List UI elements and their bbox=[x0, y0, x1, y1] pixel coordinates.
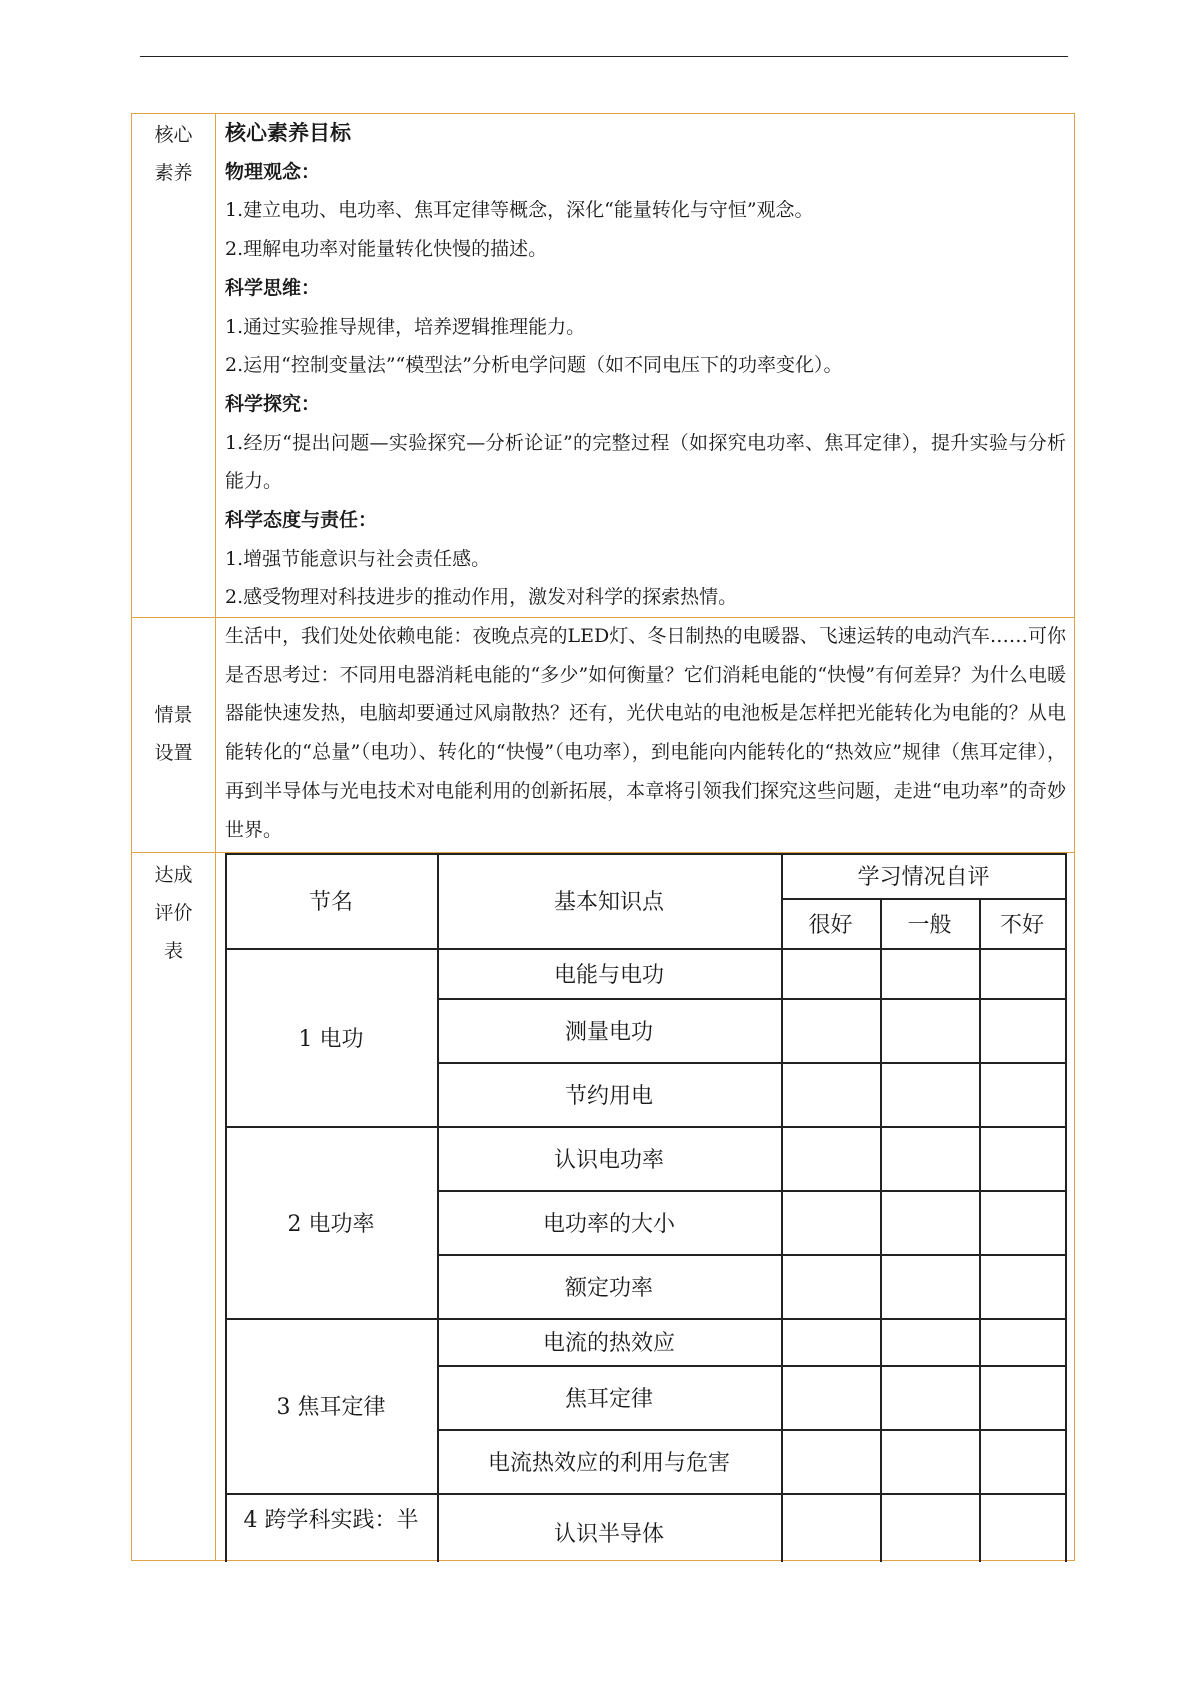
knowledge-point: 认识半导体 bbox=[553, 1522, 664, 1547]
table-border bbox=[1065, 853, 1067, 1562]
knowledge-point: 电能与电功 bbox=[553, 962, 664, 988]
header-ok: 一般 bbox=[907, 912, 952, 938]
lesson-table bbox=[131, 113, 1075, 1561]
scene-label-line: 情景 bbox=[154, 704, 193, 726]
scene-label-line: 设置 bbox=[154, 742, 193, 764]
objective-item: 2.感受物理对科技进步的推动作用，激发对科学的探索热情。 bbox=[225, 586, 738, 609]
objective-item: 1.增强节能意识与社会责任感。 bbox=[225, 547, 491, 570]
core-title: 核心素养目标 bbox=[225, 121, 351, 145]
knowledge-point: 额定功率 bbox=[564, 1275, 653, 1301]
section-name: 1 电功 bbox=[298, 1026, 364, 1052]
evaluation-label-line: 评价 bbox=[154, 902, 193, 924]
header-self-eval: 学习情况自评 bbox=[857, 865, 990, 890]
section-name: 2 电功率 bbox=[287, 1211, 375, 1237]
objective-item: 1.经历“提出问题—实验探究—分析论证”的完整过程（如探究电功率、焦耳定律），提升实验与分析能力。 bbox=[225, 431, 1066, 493]
objective-item: 1.建立电功、电功率、焦耳定律等概念，深化“能量转化与守恒”观念。 bbox=[225, 199, 814, 222]
knowledge-point: 电功率的大小 bbox=[542, 1211, 675, 1237]
knowledge-point: 认识电功率 bbox=[553, 1147, 664, 1173]
core-label-line: 核心 bbox=[154, 124, 193, 146]
scene-label bbox=[132, 696, 215, 772]
knowledge-point: 测量电功 bbox=[564, 1019, 653, 1045]
header-section: 节名 bbox=[308, 890, 353, 915]
section-name: 4 跨学科实践：半 bbox=[243, 1507, 419, 1533]
section-heading: 科学思维： bbox=[225, 276, 321, 299]
knowledge-point: 电流热效应的利用与危害 bbox=[487, 1450, 730, 1476]
evaluation-label-line: 达成 bbox=[154, 864, 193, 886]
section-name: 3 焦耳定律 bbox=[276, 1395, 386, 1420]
evaluation-label-line: 表 bbox=[163, 940, 183, 962]
knowledge-point: 节约用电 bbox=[564, 1083, 653, 1109]
header-good: 很好 bbox=[808, 912, 853, 938]
header-knowledge: 基本知识点 bbox=[553, 890, 664, 915]
core-label-line: 素养 bbox=[154, 162, 193, 184]
objective-item: 2.运用“控制变量法”“模型法”分析电学问题（如不同电压下的功率变化）。 bbox=[225, 354, 843, 377]
header-bad: 不好 bbox=[999, 912, 1044, 938]
evaluation-table bbox=[225, 853, 1071, 1562]
scene-text: 生活中，我们处处依赖电能：夜晚点亮的LED灯、冬日制热的电暖器、飞速运转的电动汽车……可你是否思考过：不同用电器消耗电能的“多少”如何衡量？它们消耗电能的“快慢”有何差异？为什么电暖器能快速发热，电脑却要通过风扇散热？还有，光伏电站的电池板是怎样把光能转化为电能的？从电能转化的“总量”（电功）、转化的“快慢”（电功率），到电能向内能转化的“热效应”规律（焦耳定律），再到半导体与光电技术对电能利用的创新拓展，本章将引领我们探究这些问题，走进“电功率”的奇妙世界。 bbox=[225, 625, 1066, 841]
section-heading: 物理观念： bbox=[225, 160, 321, 183]
objective-item: 2.理解电功率对能量转化快慢的描述。 bbox=[225, 238, 548, 261]
knowledge-point: 电流的热效应 bbox=[542, 1331, 675, 1356]
table-border bbox=[781, 853, 783, 1562]
core-content bbox=[225, 114, 1066, 617]
section-heading: 科学态度与责任： bbox=[225, 509, 378, 532]
knowledge-point: 焦耳定律 bbox=[564, 1386, 653, 1412]
section-heading: 科学探究： bbox=[225, 392, 321, 415]
header-rule bbox=[140, 56, 1068, 57]
objective-item: 1.通过实验推导规律，培养逻辑推理能力。 bbox=[225, 315, 586, 338]
evaluation-label bbox=[132, 856, 215, 970]
column-divider bbox=[215, 114, 216, 1560]
core-label bbox=[132, 116, 215, 192]
